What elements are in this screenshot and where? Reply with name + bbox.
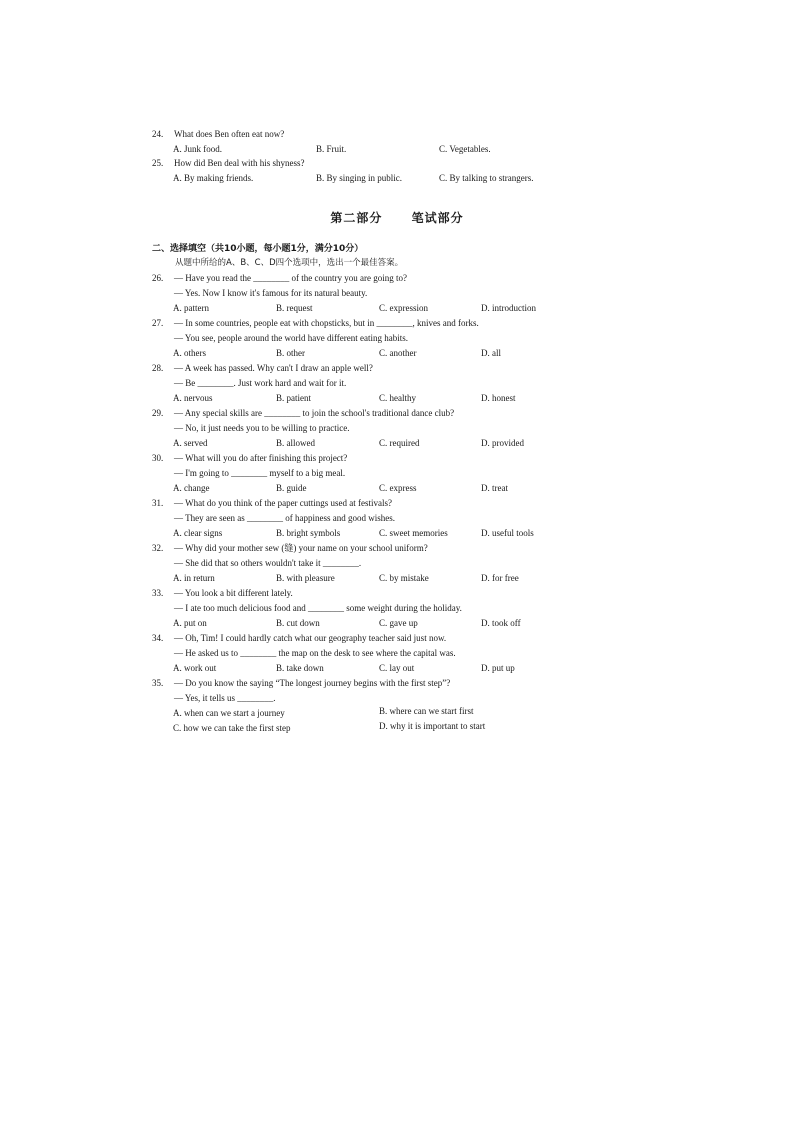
question-line-1: — Do you know the saying “The longest journey begins with the first step”? (174, 678, 451, 688)
option-d: D. took off (481, 618, 521, 628)
question-number: 32. (152, 543, 164, 553)
option-a: A. served (173, 438, 208, 448)
question-number: 27. (152, 318, 164, 328)
question-line-2: — No, it just needs you to be willing to practice. (174, 423, 350, 433)
option-b: B. where can we start first (379, 706, 474, 716)
question-number: 34. (152, 633, 164, 643)
option-a: A. nervous (173, 393, 213, 403)
question-34-line2 (0, 646, 794, 661)
option-d: D. introduction (481, 303, 536, 313)
option-c: C. another (379, 348, 417, 358)
question-32 (0, 541, 794, 556)
question-28-line2 (0, 376, 794, 391)
question-29-line2 (0, 421, 794, 436)
question-line-2: — Yes, it tells us ________. (174, 693, 276, 703)
question-number: 35. (152, 678, 164, 688)
option-b: B. guide (276, 483, 307, 493)
question-32-options (0, 571, 794, 586)
question-35-options-row2 (0, 721, 794, 736)
option-b: B. Fruit. (316, 144, 347, 154)
question-line-1: — What will you do after finishing this project? (174, 453, 348, 463)
option-c: C. Vegetables. (439, 144, 491, 154)
question-26 (0, 271, 794, 286)
question-line-1: — What do you think of the paper cuttings used at festivals? (174, 498, 393, 508)
question-24-options (0, 142, 794, 157)
question-line-1: — In some countries, people eat with chopsticks, but in ________, knives and forks. (174, 318, 479, 328)
option-c: C. sweet memories (379, 528, 448, 538)
option-a: A. pattern (173, 303, 209, 313)
question-number: 31. (152, 498, 164, 508)
section-heading: 二、选择填空（共10小题，每小题1分，满分10分） (152, 244, 364, 254)
option-c: C. express (379, 483, 417, 493)
question-31 (0, 496, 794, 511)
option-a: A. others (173, 348, 206, 358)
question-26-line2 (0, 286, 794, 301)
option-c: C. gave up (379, 618, 418, 628)
part-title-right: 笔试部分 (411, 211, 464, 225)
option-d: D. for free (481, 573, 519, 583)
option-b: B. cut down (276, 618, 320, 628)
question-line-2: — I ate too much delicious food and ________ some weight during the holiday. (174, 603, 462, 613)
question-26-options (0, 301, 794, 316)
question-line-2: — She did that so others wouldn't take it ________. (174, 558, 362, 568)
question-25-options (0, 171, 794, 186)
question-32-line2 (0, 556, 794, 571)
question-line-1: — A week has passed. Why can't I draw an apple well? (174, 363, 373, 373)
option-b: B. take down (276, 663, 324, 673)
question-34 (0, 631, 794, 646)
question-line-2: — He asked us to ________ the map on the desk to see where the capital was. (174, 648, 456, 658)
option-c: C. expression (379, 303, 428, 313)
question-27-line2 (0, 331, 794, 346)
option-c: C. healthy (379, 393, 416, 403)
question-30 (0, 451, 794, 466)
part-title (0, 209, 794, 226)
option-d: D. put up (481, 663, 515, 673)
option-d: D. all (481, 348, 501, 358)
question-line-2: — They are seen as ________ of happiness and good wishes. (174, 513, 396, 523)
question-33-options (0, 616, 794, 631)
question-number: 26. (152, 273, 164, 283)
question-25 (0, 156, 794, 171)
question-number: 30. (152, 453, 164, 463)
option-b: B. patient (276, 393, 311, 403)
question-30-line2 (0, 466, 794, 481)
question-line-1: — Why did your mother sew (缝) your name on your school uniform? (174, 543, 428, 553)
question-35 (0, 676, 794, 691)
question-line-1: — Any special skills are ________ to join the school's traditional dance club? (174, 408, 455, 418)
question-number: 29. (152, 408, 164, 418)
option-b: B. request (276, 303, 313, 313)
option-a: A. clear signs (173, 528, 223, 538)
option-d: D. provided (481, 438, 524, 448)
option-b: B. bright symbols (276, 528, 341, 538)
option-d: D. honest (481, 393, 516, 403)
question-34-options (0, 661, 794, 676)
option-b: B. By singing in public. (316, 173, 403, 183)
question-24 (0, 127, 794, 142)
question-28 (0, 361, 794, 376)
question-33 (0, 586, 794, 601)
question-text: How did Ben deal with his shyness? (174, 158, 305, 168)
question-number: 33. (152, 588, 164, 598)
question-line-1: — Have you read the ________ of the country you are going to? (174, 273, 407, 283)
option-d: D. treat (481, 483, 508, 493)
option-a: A. Junk food. (173, 144, 222, 154)
question-29 (0, 406, 794, 421)
option-b: B. with pleasure (276, 573, 335, 583)
option-a: A. when can we start a journey (173, 708, 285, 718)
option-b: B. allowed (276, 438, 315, 448)
question-30-options (0, 481, 794, 496)
question-number: 25. (152, 158, 164, 168)
question-text: What does Ben often eat now? (174, 129, 285, 139)
question-line-2: — Yes. Now I know it's famous for its natural beauty. (174, 288, 368, 298)
question-line-1: — You look a bit different lately. (174, 588, 293, 598)
option-a: A. work out (173, 663, 217, 673)
option-a: A. change (173, 483, 210, 493)
section-instruction: 从题中所给的A、B、C、D四个选项中，选出一个最佳答案。 (175, 258, 404, 268)
option-b: B. other (276, 348, 305, 358)
option-a: A. in return (173, 573, 215, 583)
question-line-2: — Be ________. Just work hard and wait for it. (174, 378, 347, 388)
question-line-2: — I'm going to ________ myself to a big meal. (174, 468, 346, 478)
part-title-left: 第二部分 (330, 211, 383, 225)
option-c: C. lay out (379, 663, 415, 673)
question-31-options (0, 526, 794, 541)
question-line-2: — You see, people around the world have different eating habits. (174, 333, 409, 343)
option-d: D. useful tools (481, 528, 534, 538)
option-d: D. why it is important to start (379, 721, 486, 731)
question-line-1: — Oh, Tim! I could hardly catch what our geography teacher said just now. (174, 633, 447, 643)
question-29-options (0, 436, 794, 451)
option-c: C. how we can take the first step (173, 723, 291, 733)
question-27-options (0, 346, 794, 361)
option-a: A. put on (173, 618, 207, 628)
option-c: C. By talking to strangers. (439, 173, 534, 183)
question-number: 24. (152, 129, 164, 139)
question-33-line2 (0, 601, 794, 616)
question-28-options (0, 391, 794, 406)
question-27 (0, 316, 794, 331)
option-c: C. required (379, 438, 420, 448)
option-a: A. By making friends. (173, 173, 254, 183)
question-number: 28. (152, 363, 164, 373)
question-31-line2 (0, 511, 794, 526)
option-c: C. by mistake (379, 573, 429, 583)
